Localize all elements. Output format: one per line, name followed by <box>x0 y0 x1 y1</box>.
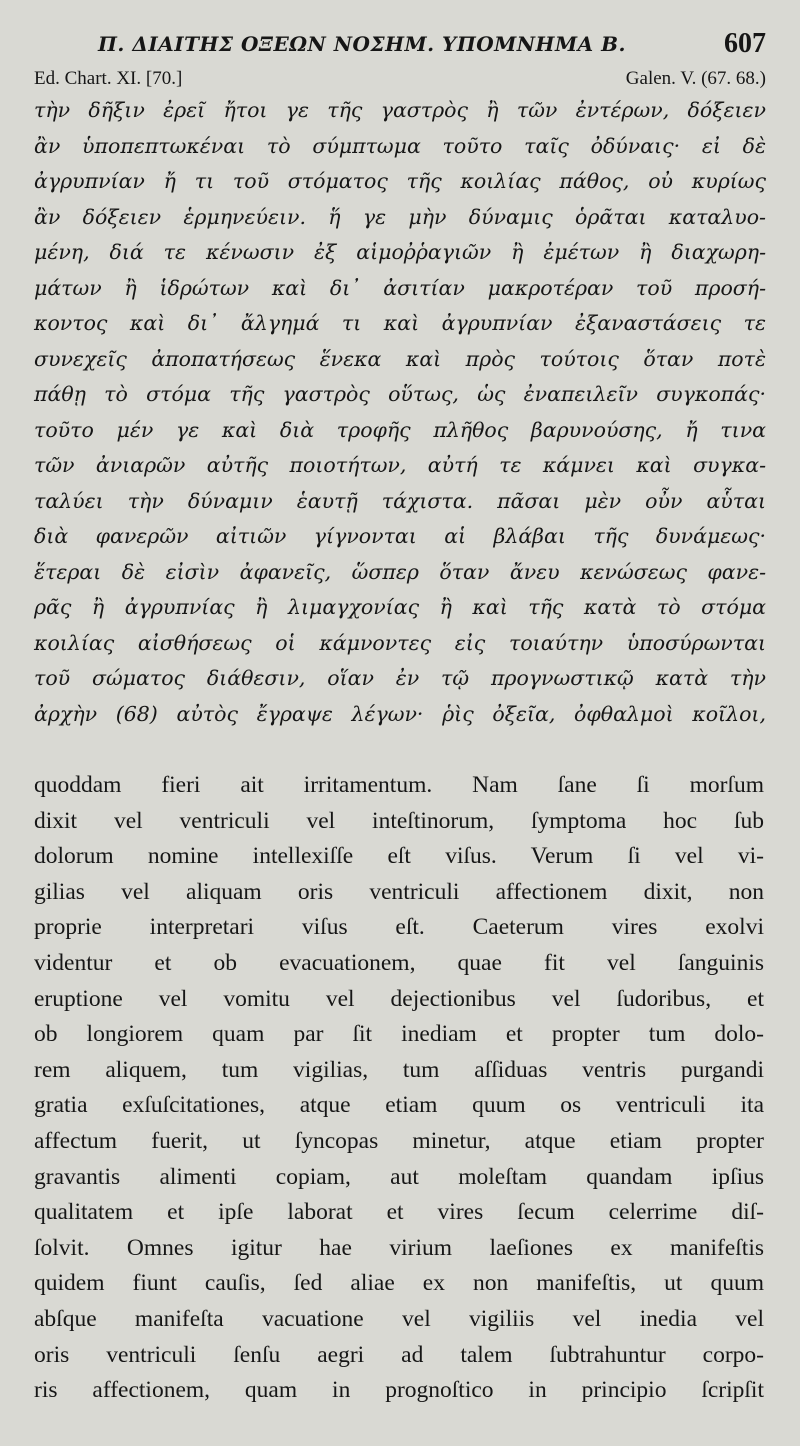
latin-text-line: ris affectionem, quam in prognoſtico in principio ſcripſit <box>34 1377 764 1404</box>
latin-text-block <box>34 768 764 1409</box>
edition-reference-line <box>34 68 766 94</box>
greek-text-line: μάτων ἢ ἱδρώτων καὶ δι᾽ ἀσιτίαν μακροτέραν τοῦ προσή- <box>34 275 766 300</box>
edition-reference-right: Galen. V. (67. 68.) <box>625 68 766 89</box>
latin-text-line: quoddam fieri ait irritamentum. Nam ſane ſi morſum <box>34 772 764 798</box>
page-number: 607 <box>724 28 766 59</box>
latin-text-line: qualitatem et ipſe laborat et vires ſecum celerrime diſ- <box>34 1199 764 1226</box>
latin-text-line: rem aliquem, tum vigilias, tum aſſiduas ventris purgandi <box>34 1056 764 1083</box>
greek-text-line: μένη, διά τε κένωσιν ἐξ αἱμοῤῥαγιῶν ἢ ἐμέτων ἢ διαχωρη- <box>34 240 766 264</box>
greek-text-line: ἂν δόξειεν ἑρμηνεύειν. ἥ γε μὴν δύναμις ὁρᾶται καταλυο- <box>34 204 766 229</box>
latin-text-line: gravantis alimenti copiam, aut moleſtam quandam ipſius <box>34 1163 764 1190</box>
greek-text-line: τοῦτο μέν γε καὶ διὰ τροφῆς πλῆθος βαρυνούσης, ἤ τινα <box>34 417 766 442</box>
latin-text-line: gratia exſuſcitationes, atque etiam quum os ventriculi ita <box>34 1092 764 1119</box>
latin-text-line: oris ventriculi ſenſu aegri ad talem ſubtrahuntur corpo- <box>34 1341 764 1368</box>
latin-text-line: dolorum nomine intellexiſſe eſt viſus. Verum ſi vel vi- <box>34 843 764 870</box>
greek-text-line: ρᾶς ἢ ἀγρυπνίας ἢ λιμαγχονίας ἢ καὶ τῆς κατὰ τὸ στόμα <box>34 595 766 619</box>
running-head <box>0 28 800 66</box>
greek-text-line: κοντος καὶ δι᾽ ἄλγημά τι καὶ ἀγρυπνίαν ἐξαναστάσεις τε <box>34 311 766 335</box>
greek-text-line: ἂν ὑποπεπτωκέναι τὸ σύμπτωμα τοῦτο ταῖς ὀδύναις· εἰ δὲ <box>34 133 766 158</box>
latin-text-line: abſque manifeſta vacuatione vel vigiliis vel inedia vel <box>34 1305 764 1332</box>
greek-text-line: τῶν ἀνιαρῶν αὐτῆς ποιοτήτων, αὐτή τε κάμνει καὶ συγκα- <box>34 453 766 477</box>
greek-text-line: ἕτεραι δὲ εἰσὶν ἀφανεῖς, ὥσπερ ὅταν ἄνευ κενώσεως φανε- <box>34 559 766 584</box>
greek-text-block <box>34 93 766 732</box>
greek-text-line: πάθῃ τὸ στόμα τῆς γαστρὸς οὕτως, ὡς ἐναπειλεῖν συγκοπάς· <box>34 382 766 406</box>
greek-text-line: διὰ φανερῶν αἰτιῶν γίγνονται αἱ βλάβαι τῆς δυνάμεως· <box>34 524 766 548</box>
greek-text-line: ἀρχὴν (68) αὐτὸς ἔγραψε λέγων· ῥὶς ὀξεῖα, ὀφθαλμοὶ κοῖλοι, <box>34 701 766 726</box>
latin-text-line: ſolvit. Omnes igitur hae virium laeſiones ex manifeſtis <box>34 1234 764 1261</box>
greek-text-line: τοῦ σώματος διάθεσιν, οἵαν ἐν τῷ προγνωστικῷ κατὰ τὴν <box>34 666 766 690</box>
greek-text-line: συνεχεῖς ἀποπατήσεως ἕνεκα καὶ πρὸς τούτοις ὅταν ποτὲ <box>34 346 766 371</box>
greek-text-line: κοιλίας αἰσθήσεως οἱ κάμνοντες εἰς τοιαύτην ὑποσύρωνται <box>34 630 766 655</box>
latin-text-line: proprie interpretari viſus eſt. Caeterum vires exolvi <box>34 914 764 941</box>
running-title: Π. ΔΙΑΙΤΗΣ ΟΞΕΩΝ ΝΟΣΗΜ. ΥΠΟΜΝΗΜΑ Β. <box>98 32 626 56</box>
latin-text-line: affectum fuerit, ut ſyncopas minetur, atque etiam propter <box>34 1127 764 1154</box>
latin-text-line: dixit vel ventriculi vel inteſtinorum, ſymptoma hoc ſub <box>34 807 764 834</box>
latin-text-line: gilias vel aliquam oris ventriculi affectionem dixit, non <box>34 878 764 905</box>
latin-text-line: eruptione vel vomitu vel dejectionibus vel ſudoribus, et <box>34 985 764 1012</box>
greek-text-line: ἀγρυπνίαν ἤ τι τοῦ στόματος τῆς κοιλίας πάθος, οὐ κυρίως <box>34 169 766 193</box>
latin-text-line: videntur et ob evacuationem, quae fit vel ſanguinis <box>34 949 764 976</box>
edition-reference-left: Ed. Chart. XI. [70.] <box>34 68 183 89</box>
greek-text-line: ταλύει τὴν δύναμιν ἑαυτῇ τάχιστα. πᾶσαι μὲν οὖν αὗται <box>34 488 766 513</box>
latin-text-line: quidem fiunt cauſis, ſed aliae ex non manifeſtis, ut quum <box>34 1270 764 1297</box>
greek-text-line: τὴν δῆξιν ἐρεῖ ἤτοι γε τῆς γαστρὸς ἢ τῶν ἐντέρων, δόξειεν <box>34 98 766 122</box>
latin-text-line: ob longiorem quam par ſit inediam et propter tum dolo- <box>34 1021 764 1048</box>
